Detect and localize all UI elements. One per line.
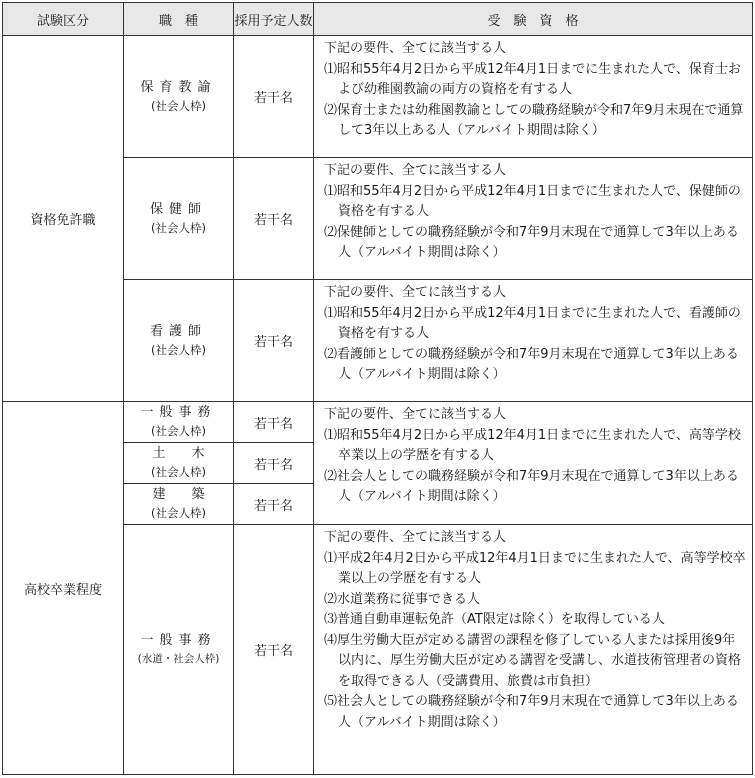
exam-qualification-table xyxy=(2,2,753,775)
job-name: 建 築 xyxy=(152,487,205,502)
qual-item: ⑵水道業務に従事できる人 xyxy=(324,591,481,607)
job-name: 土 木 xyxy=(152,446,205,461)
job-sub: (社会人枠) xyxy=(151,220,206,235)
count-cell: 若干名 xyxy=(234,443,314,484)
qual-item: ⑴昭和55年4月2日から平成12年4月1日までに生まれた人で、保育士および幼稚園教諭の両方の資格を有する人 xyxy=(324,61,741,97)
job-cell xyxy=(124,36,234,158)
job-cell xyxy=(124,525,234,775)
job-name: 看護師 xyxy=(149,323,207,339)
qual-item: ⑶普通自動車運転免許（AT限定は除く）を取得している人 xyxy=(324,612,665,627)
job-sub: (社会人枠) xyxy=(151,424,206,438)
count-cell: 若干名 xyxy=(234,36,314,158)
count-cell: 若干名 xyxy=(234,158,314,280)
category-license: 資格免許職 xyxy=(3,36,124,402)
job-sub: (社会人枠) xyxy=(151,98,206,113)
qual-item: ⑸社会人としての職務経験が令和7年9月末現在で通算して3年以上ある人（アルバイト期間は除く） xyxy=(324,694,739,730)
job-sub: (社会人枠) xyxy=(151,465,206,479)
qualification-cell xyxy=(314,525,753,775)
count-cell: 若干名 xyxy=(234,525,314,775)
header-job: 職 種 xyxy=(124,3,234,36)
job-sub: (水道・社会人枠) xyxy=(137,652,220,665)
job-name: 保健師 xyxy=(149,201,207,217)
header-qualification: 受 験 資 格 xyxy=(314,3,753,36)
qual-item: ⑴平成2年4月2日から平成12年4月1日までに生まれた人で、高等学校卒業以上の学歴を有する人 xyxy=(324,550,746,586)
job-cell xyxy=(124,158,234,280)
qualification-cell xyxy=(314,280,753,402)
count-cell: 若干名 xyxy=(234,402,314,443)
qual-item: ⑴昭和55年4月2日から平成12年4月1日までに生まれた人で、高等学校卒業以上の学歴を有する人 xyxy=(324,427,741,463)
job-sub: (社会人枠) xyxy=(151,342,206,357)
job-cell xyxy=(124,484,234,525)
qual-item: ⑵看護師としての職務経験が令和7年9月末現在で通算して3年以上ある人（アルバイト期間は除く） xyxy=(324,346,739,382)
qual-item: ⑴昭和55年4月2日から平成12年4月1日までに生まれた人で、保健師の資格を有する人 xyxy=(324,183,741,219)
qual-item: ⑵保育士または幼稚園教諭としての職務経験が令和7年9月末現在で通算して3年以上ある人（アルバイト期間は除く） xyxy=(324,102,744,138)
qual-item: ⑵保健師としての職務経験が令和7年9月末現在で通算して3年以上ある人（アルバイト期間は除く） xyxy=(324,224,739,260)
qual-item: ⑷厚生労働大臣が定める講習の課程を修了している人または採用後9年以内に、厚生労働大臣が定める講習を受講し、水道技術管理者の資格を取得できる人（受講費用、旅費は市負担） xyxy=(324,632,742,689)
table-row xyxy=(3,402,753,443)
qual-intro: 下記の要件、全てに該当する人 xyxy=(324,285,507,300)
qualification-cell xyxy=(314,36,753,158)
count-cell: 若干名 xyxy=(234,484,314,525)
header-category: 試験区分 xyxy=(3,3,124,36)
header-row xyxy=(3,3,753,36)
job-name: 一般事務 xyxy=(140,405,217,420)
qual-intro: 下記の要件、全てに該当する人 xyxy=(324,407,507,422)
count-cell: 若干名 xyxy=(234,280,314,402)
job-cell xyxy=(124,402,234,443)
job-sub: (社会人枠) xyxy=(151,506,206,520)
qual-intro: 下記の要件、全てに該当する人 xyxy=(324,163,507,178)
job-name: 保育教諭 xyxy=(140,79,217,95)
qual-item: ⑵社会人としての職務経験が令和7年9月末現在で通算して3年以上ある人（アルバイト期間は除く） xyxy=(324,468,739,504)
job-name: 一般事務 xyxy=(140,632,217,648)
qual-item: ⑴昭和55年4月2日から平成12年4月1日までに生まれた人で、看護師の資格を有する人 xyxy=(324,305,741,341)
job-cell xyxy=(124,280,234,402)
table-row xyxy=(3,36,753,158)
category-highschool: 高校卒業程度 xyxy=(3,402,124,775)
header-count: 採用予定人数 xyxy=(234,3,314,36)
qualification-cell xyxy=(314,158,753,280)
qualification-cell xyxy=(314,402,753,525)
qual-intro: 下記の要件、全てに該当する人 xyxy=(324,530,507,545)
qual-intro: 下記の要件、全てに該当する人 xyxy=(324,41,507,56)
job-cell xyxy=(124,443,234,484)
